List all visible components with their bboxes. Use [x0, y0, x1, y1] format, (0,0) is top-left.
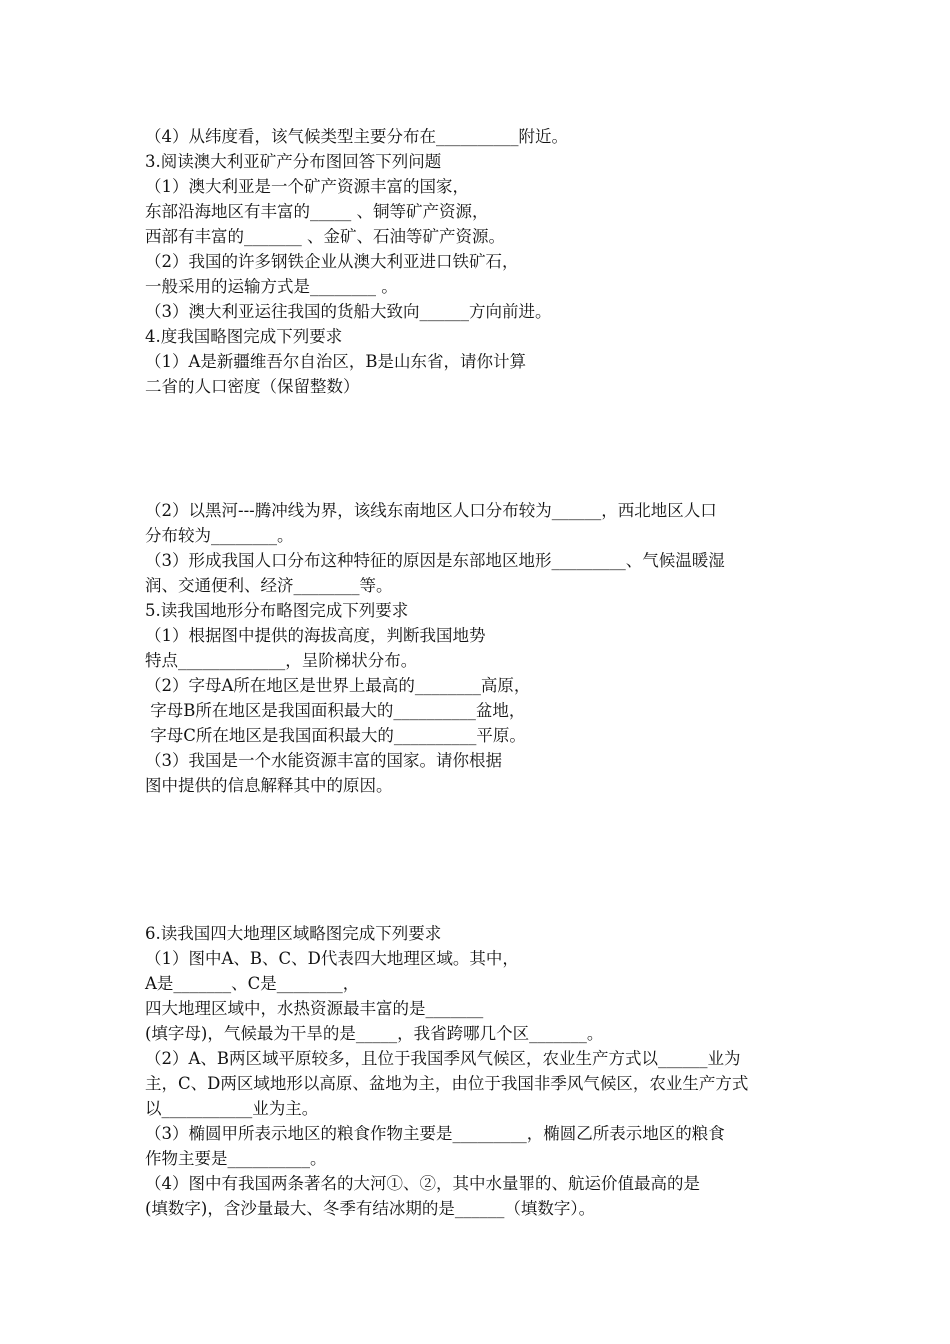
text-line: （3）我国是一个水能资源丰富的国家。请你根据: [145, 751, 502, 770]
text-line: (填数字)，含沙量最大、冬季有结冰期的是______（填数字）。: [145, 1199, 596, 1218]
section-heading: 3.阅读澳大利亚矿产分布图回答下列问题: [145, 152, 442, 171]
text-line: （2）我国的许多钢铁企业从澳大利亚进口铁矿石，: [145, 252, 519, 271]
text-line: 字母B所在地区是我国面积最大的__________盆地，: [145, 701, 526, 720]
section-heading: 6.读我国四大地理区域略图完成下列要求: [145, 924, 442, 943]
text-line: 以___________业为主。: [145, 1099, 319, 1118]
text-line: 东部沿海地区有丰富的_____ 、铜等矿产资源，: [145, 202, 489, 221]
text-line: 图中提供的信息解释其中的原因。: [145, 776, 393, 795]
text-line: 四大地理区域中，水热资源最丰富的是_______: [145, 999, 484, 1018]
text-line: （2）A、B两区域平原较多，且位于我国季风气候区，农业生产方式以______业为: [145, 1049, 741, 1068]
text-line: 西部有丰富的_______ 、金矿、石油等矿产资源。: [145, 227, 505, 246]
text-line: 字母C所在地区是我国面积最大的__________平原。: [145, 726, 526, 745]
text-line: 作物主要是__________。: [145, 1149, 327, 1168]
text-line: (填字母)，气候最为干旱的是_____，我省跨哪几个区_______。: [145, 1024, 604, 1043]
text-line: （4）从纬度看，该气候类型主要分布在__________附近。: [145, 127, 568, 146]
section-heading: 5.读我国地形分布略图完成下列要求: [145, 601, 409, 620]
text-line: 分布较为________。: [145, 526, 294, 545]
text-line: 一般采用的运输方式是________ 。: [145, 277, 398, 296]
text-line: （3）形成我国人口分布这种特征的原因是东部地区地形_________、气候温暖湿: [145, 551, 725, 570]
text-line: （1）根据图中提供的海拔高度，判断我国地势: [145, 626, 486, 645]
text-line: 润、交通便利、经济________等。: [145, 576, 393, 595]
text-line: （3）椭圆甲所表示地区的粮食作物主要是_________，椭圆乙所表示地区的粮食: [145, 1124, 725, 1143]
section-heading: 4.度我国略图完成下列要求: [145, 327, 343, 346]
text-line: 特点_____________，呈阶梯状分布。: [145, 651, 418, 670]
text-line: （3）澳大利亚运往我国的货船大致向______方向前进。: [145, 302, 552, 321]
text-line: 二省的人口密度（保留整数）: [145, 377, 360, 396]
text-line: （4）图中有我国两条著名的大河①、②，其中水量罪的、航运价值最高的是: [145, 1174, 700, 1193]
text-line: （1）图中A、B、C、D代表四大地理区域。其中，: [145, 949, 519, 968]
text-line: （2）字母A所在地区是世界上最高的________高原，: [145, 676, 531, 695]
text-line: （1）A是新疆维吾尔自治区，B是山东省，请你计算: [145, 352, 527, 371]
text-line: （2）以黑河---腾冲线为界，该线东南地区人口分布较为______，西北地区人口: [145, 501, 717, 520]
text-line: A是_______、C是________，: [145, 974, 360, 993]
text-line: 主，C、D两区域地形以高原、盆地为主，由位于我国非季风气候区，农业生产方式: [145, 1074, 749, 1093]
text-line: （1）澳大利亚是一个矿产资源丰富的国家，: [145, 177, 469, 196]
